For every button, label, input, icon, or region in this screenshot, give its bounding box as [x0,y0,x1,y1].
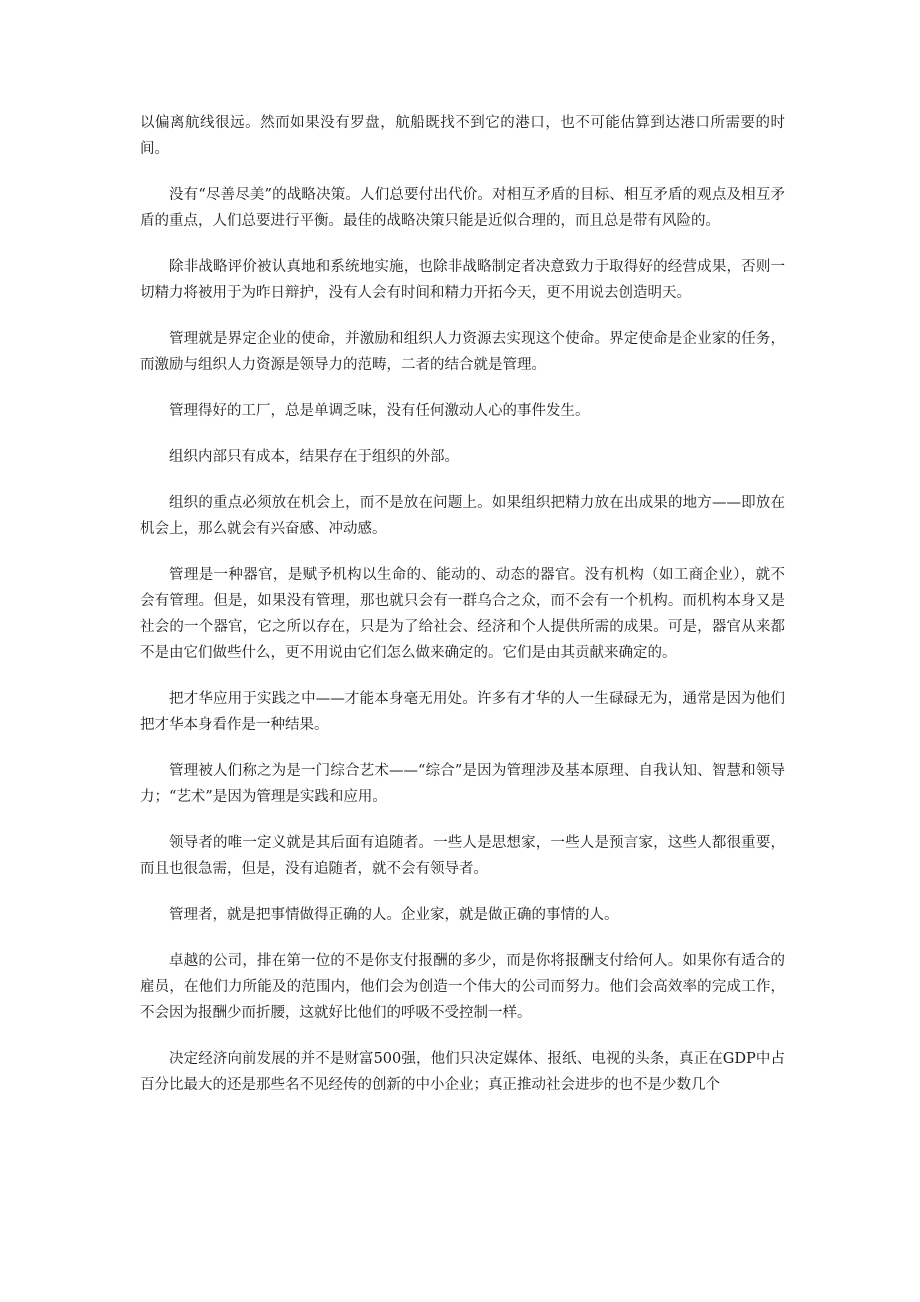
paragraph: 组织内部只有成本，结果存在于组织的外部。 [169,449,459,465]
paragraph: 管理是一种器官，是赋予机构以生命的、能动的、动态的器官。没有机构（如工商企业），就不会有管理。但是，如果没有管理，那也就只会有一群乌合之众，而不会有一个机构。而机构本身又是社会的一个器官，它之所以存在，只是为了给社会、经济和个人提供所需的成果。可是，器官从来都不是由它们做些什么，更不用说由它们怎么做来确定的。它们是由其贡献来确定的。 [140,567,785,661]
document-body [140,110,785,1118]
paragraph: 领导者的唯一定义就是其后面有追随者。一些人是思想家，一些人是预言家，这些人都很重要，而且也很急需，但是，没有追随者，就不会有领导者。 [140,835,785,877]
paragraph: 组织的重点必须放在机会上，而不是放在问题上。如果组织把精力放在出成果的地方——即放在机会上，那么就会有兴奋感、冲动感。 [140,495,785,537]
paragraph: 除非战略评价被认真地和系统地实施，也除非战略制定者决意致力于取得好的经营成果，否则一切精力将被用于为昨日辩护，没有人会有时间和精力开拓今天，更不用说去创造明天。 [140,259,785,301]
paragraph: 管理者，就是把事情做得正确的人。企业家，就是做正确的事情的人。 [169,907,619,923]
paragraph: 没有“尽善尽美”的战略决策。人们总要付出代价。对相互矛盾的目标、相互矛盾的观点及相互矛盾的重点，人们总要进行平衡。最佳的战略决策只能是近似合理的，而且总是带有风险的。 [140,187,785,229]
paragraph: 决定经济向前发展的并不是财富500强，他们只决定媒体、报纸、电视的头条，真正在GDP中占百分比最大的还是那些名不见经传的创新的中小企业；真正推动社会进步的也不是少数几个 [140,1051,785,1093]
paragraph: 管理被人们称之为是一门综合艺术——“综合”是因为管理涉及基本原理、自我认知、智慧和领导力；“艺术”是因为管理是实践和应用。 [140,763,785,805]
paragraph: 把才华应用于实践之中——才能本身毫无用处。许多有才华的人一生碌碌无为，通常是因为他们把才华本身看作是一种结果。 [140,691,785,733]
paragraph: 管理得好的工厂，总是单调乏味，没有任何激动人心的事件发生。 [169,403,590,419]
paragraph: 以偏离航线很远。然而如果没有罗盘，航船既找不到它的港口，也不可能估算到达港口所需要的时间。 [140,115,785,157]
paragraph: 管理就是界定企业的使命，并激励和组织人力资源去实现这个使命。界定使命是企业家的任务，而激励与组织人力资源是领导力的范畴，二者的结合就是管理。 [140,331,785,373]
paragraph: 卓越的公司，排在第一位的不是你支付报酬的多少，而是你将报酬支付给何人。如果你有适合的雇员，在他们力所能及的范围内，他们会为创造一个伟大的公司而努力。他们会高效率的完成工作，不会因为报酬少而折腰，这就好比他们的呼吸不受控制一样。 [140,953,785,1021]
